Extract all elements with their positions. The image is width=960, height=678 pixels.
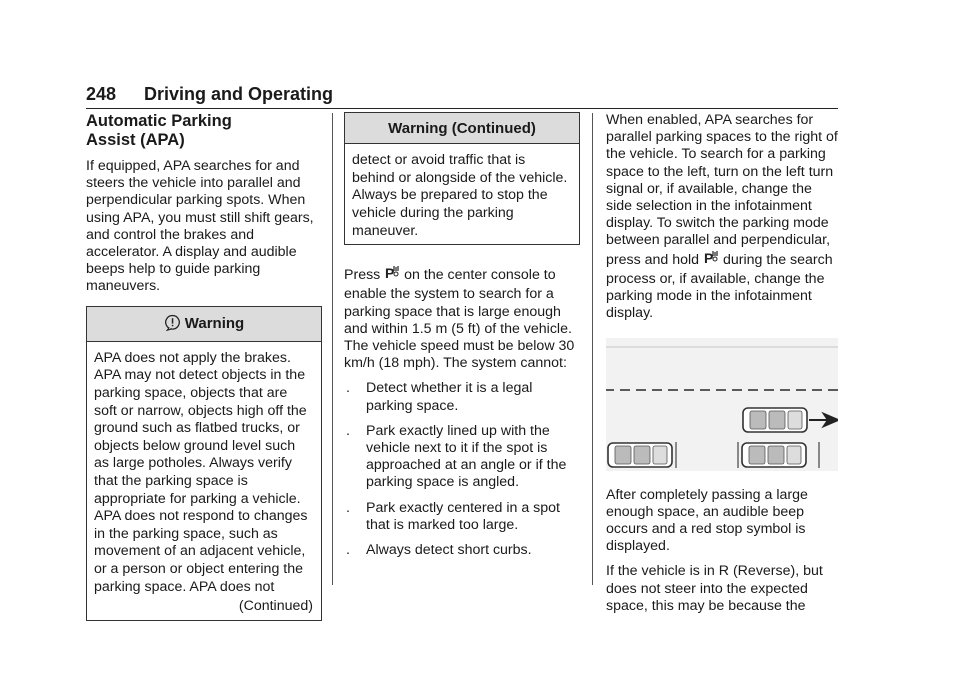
intro-paragraph: If equipped, APA searches for and steers the vehicle into parallel and perpendicular parking spots. When using APA, you must still shift gears, and control the brakes and accelerator. A display and audible beeps help to guide parking maneuvers.: [86, 158, 314, 295]
warning-continued-header: Warning (Continued): [345, 113, 579, 144]
list-item: [344, 423, 580, 492]
parking-search-illustration: [606, 338, 838, 476]
list-item-text: Park exactly lined up with the vehicle next to it if the spot is approached at an angle or if the parking space is angled.: [366, 422, 567, 491]
column-divider-right: [592, 113, 593, 585]
column-2: [344, 112, 580, 567]
section-title: Driving and Operating: [144, 84, 334, 104]
press-paragraph: [344, 265, 580, 372]
warning-header: [87, 307, 321, 342]
bullet: .: [346, 542, 350, 559]
list-item: [344, 542, 580, 559]
column-1: [86, 112, 322, 635]
continued-label: (Continued): [238, 598, 313, 615]
page-number: 248: [86, 84, 117, 104]
bullet: .: [346, 380, 350, 397]
beep-paragraph: After completely passing a large enough space, an audible beep occurs and a red stop symbol is displayed.: [606, 486, 808, 555]
vehicle-icon: [743, 408, 807, 432]
heading-line-1: Automatic Parking: [86, 112, 232, 130]
list-item: [344, 500, 580, 534]
svg-text:P: P: [704, 249, 714, 266]
reverse-paragraph: If the vehicle is in R (Reverse), but does not steer into the expected space, this may be because the: [606, 563, 823, 614]
search-text-continued: during the search process or, if available, change the parking mode in the infotainment display.: [606, 251, 833, 322]
warning-text: APA does not apply the brakes. APA may not detect objects in the parking space, objects that are soft or narrow, objects high off the ground such as flatbed trucks, or objects below ground level such as large potholes. Always verify that the parking space is appropriate for parking a vehicle. APA does not respond to changes in the parking space, such as movement of an adjacent vehicle, or a person or object entering the parking space. APA does not: [94, 349, 308, 595]
warning-body: [87, 342, 321, 620]
bullet: .: [346, 499, 350, 516]
parked-vehicle-icon: [608, 443, 672, 467]
apa-heading: [86, 112, 322, 150]
parking-assist-icon: [704, 250, 718, 271]
list-item-text: Detect whether it is a legal parking space.: [366, 380, 533, 414]
list-item-text: Park exactly centered in a spot that is marked too large.: [366, 499, 560, 533]
warning-continued-box: [344, 112, 580, 245]
svg-text:P: P: [385, 265, 395, 282]
warning-icon: [164, 314, 181, 335]
search-text: When enabled, APA searches for parallel parking spaces to the right of the vehicle. To search for a parking space to the left, turn on the left turn signal or, if available, change the side selection in the infotainment display. To switch the parking mode between parallel and perpendicular, press and hold: [606, 112, 838, 268]
heading-line-2: Assist (APA): [86, 131, 185, 149]
limitations-list: [344, 380, 580, 559]
page-header: [86, 84, 838, 109]
list-item: [344, 380, 580, 414]
warning-title: Warning: [184, 314, 245, 332]
press-description: on the center console to enable the system to search for a parking space that is large enough and within 1.5 m (5 ft) of the vehicle. The vehicle speed must be below 30 km/h (18 mph). The system cannot:: [344, 267, 575, 372]
column-divider-left: [332, 113, 333, 585]
list-item-text: Always detect short curbs.: [366, 542, 532, 559]
warning-continued-body: detect or avoid traffic that is behind or alongside of the vehicle. Always be prepared to stop the vehicle during the parking maneuver.: [352, 152, 568, 239]
search-paragraph: [606, 112, 838, 322]
press-text: Press: [344, 267, 381, 284]
bullet: .: [346, 422, 350, 439]
parked-vehicle-icon: [742, 443, 806, 467]
warning-box: [86, 306, 322, 621]
parking-assist-icon: [385, 265, 399, 286]
column-3: [606, 112, 838, 623]
